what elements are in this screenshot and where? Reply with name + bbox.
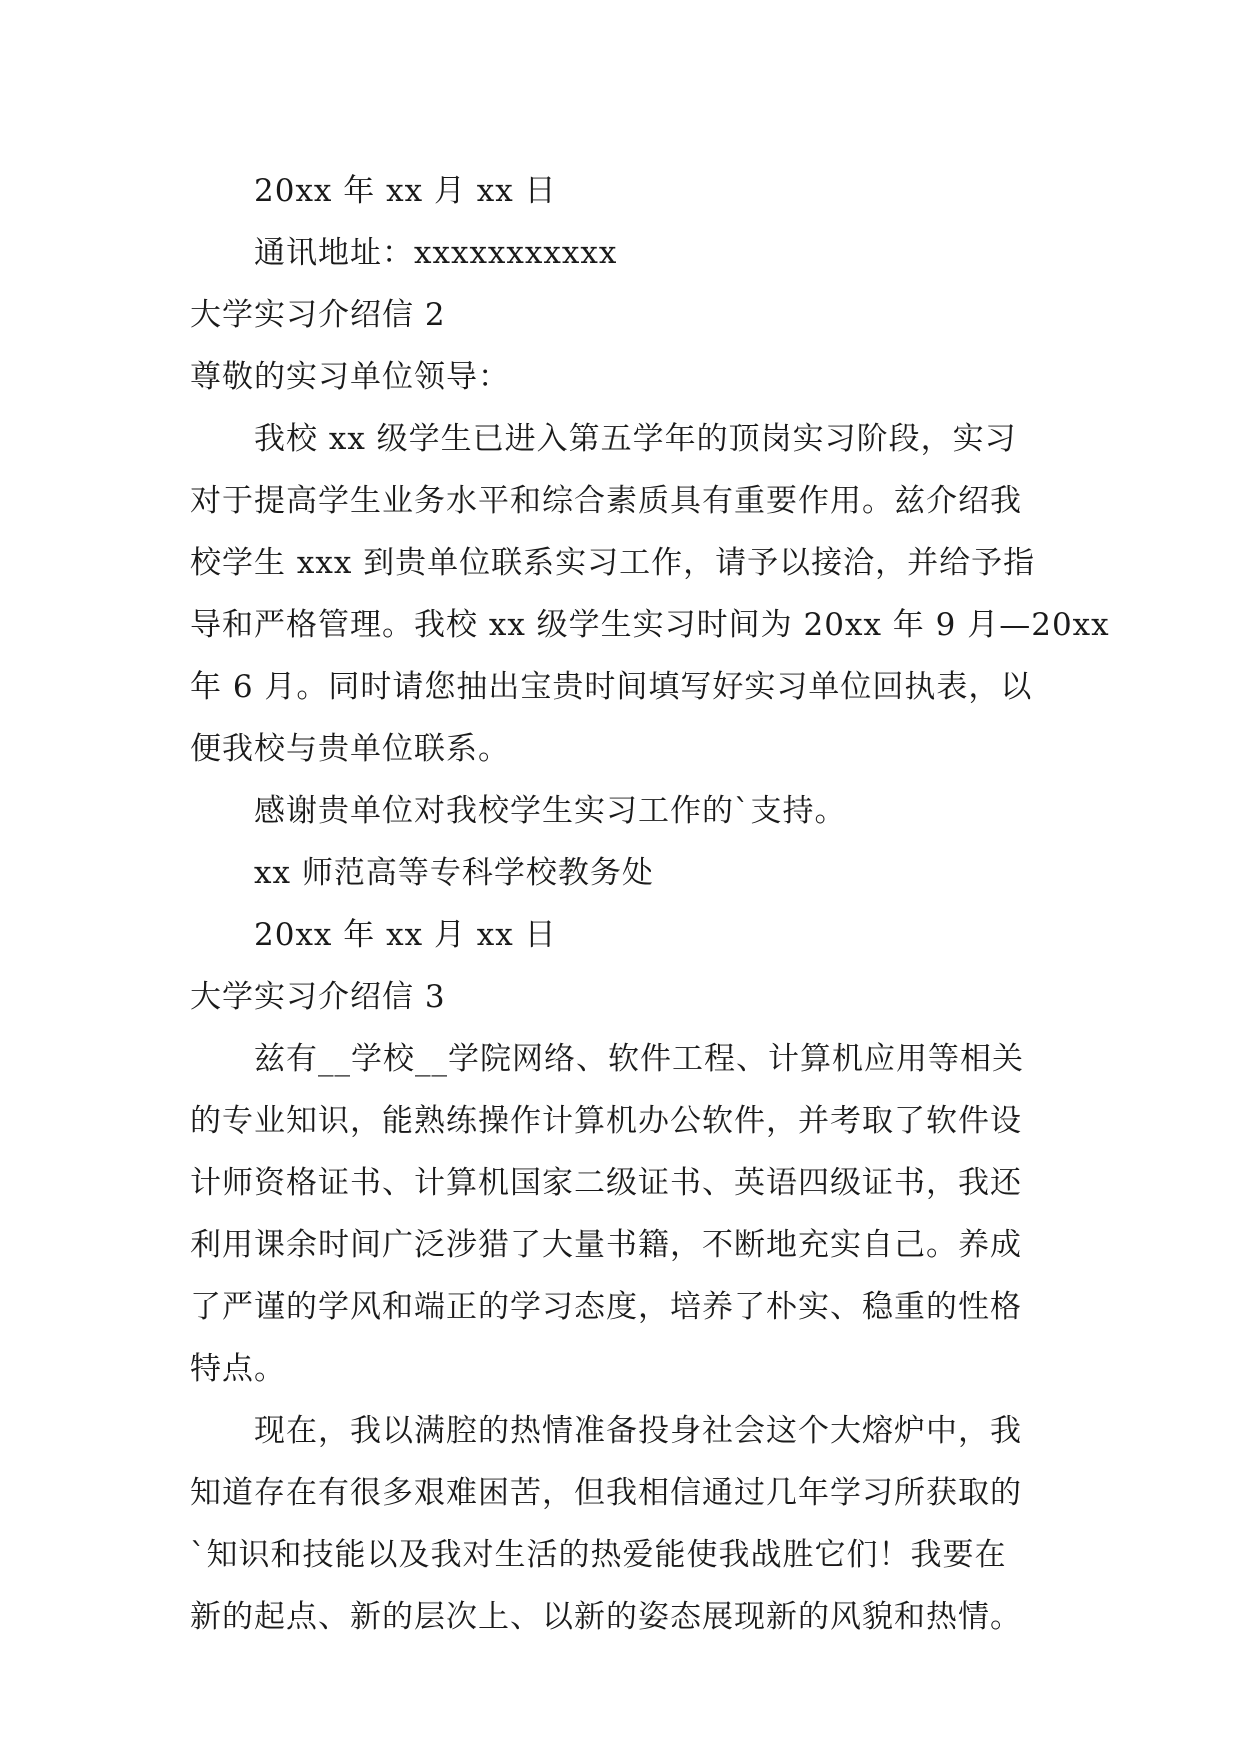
body-line: 对于提高学生业务水平和综合素质具有重要作用。兹介绍我: [190, 483, 1022, 519]
body-line: 的专业知识，能熟练操作计算机办公软件，并考取了软件设: [190, 1103, 1022, 1139]
letter1-date: 20xx 年 xx 月 xx 日: [254, 173, 557, 209]
letter3-para1: [190, 1028, 1070, 1400]
body-line: 了严谨的学风和端正的学习态度，培养了朴实、稳重的性格: [190, 1289, 1022, 1325]
body-line: 现在，我以满腔的热情准备投身社会这个大熔炉中，我: [254, 1413, 1022, 1449]
letter1-address: 通讯地址：xxxxxxxxxxx: [254, 235, 618, 271]
body-line: 特点。: [190, 1351, 286, 1387]
document-page: [190, 160, 1110, 1648]
body-line: 便我校与贵单位联系。: [190, 731, 510, 767]
body-line: 利用课余时间广泛涉猎了大量书籍，不断地充实自己。养成: [190, 1227, 1022, 1263]
letter2-title: 大学实习介绍信 2: [190, 297, 446, 333]
letter3-title: 大学实习介绍信 3: [190, 979, 446, 1015]
body-line: 年 6 月。同时请您抽出宝贵时间填写好实习单位回执表，以: [190, 669, 1033, 705]
body-line: 校学生 xxx 到贵单位联系实习工作，请予以接洽，并给予指: [190, 545, 1036, 581]
letter2-thanks: 感谢贵单位对我校学生实习工作的`支持。: [254, 793, 847, 829]
body-line: 兹有__学校__学院网络、软件工程、计算机应用等相关: [254, 1041, 1024, 1077]
letter2-body: [190, 408, 1110, 780]
body-line: 计师资格证书、计算机国家二级证书、英语四级证书，我还: [190, 1165, 1022, 1201]
body-line: 知道存在有很多艰难困苦，但我相信通过几年学习所获取的: [190, 1475, 1022, 1511]
body-line: 我校 xx 级学生已进入第五学年的顶岗实习阶段，实习: [254, 421, 1017, 457]
letter2-signature: xx 师范高等专科学校教务处: [254, 855, 654, 891]
body-line: `知识和技能以及我对生活的热爱能使我战胜它们！我要在: [190, 1537, 1007, 1573]
body-line: 新的起点、新的层次上、以新的姿态展现新的风貌和热情。: [190, 1599, 1022, 1635]
letter2-date: 20xx 年 xx 月 xx 日: [254, 917, 557, 953]
letter2-salutation: 尊敬的实习单位领导：: [190, 359, 510, 395]
body-line: 导和严格管理。我校 xx 级学生实习时间为 20xx 年 9 月—20xx: [190, 607, 1110, 643]
letter3-para2: [190, 1400, 1070, 1648]
